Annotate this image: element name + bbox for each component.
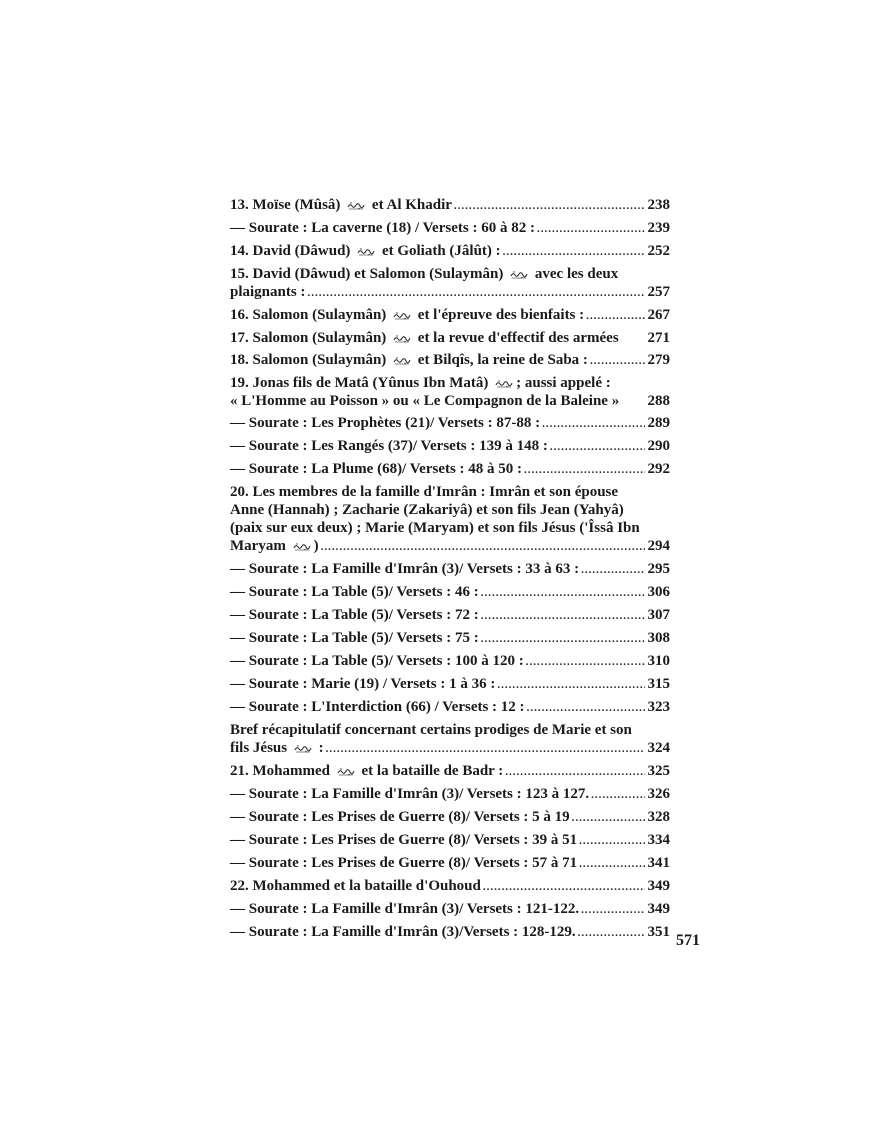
toc-entry-text: et la bataille de Badr : — [357, 763, 504, 779]
toc-page-number: 295 — [647, 561, 670, 577]
toc-chapter-entry[interactable] — [230, 762, 670, 781]
toc-entry-line — [230, 392, 670, 410]
dot-leader — [591, 786, 644, 804]
toc-entry-title — [230, 583, 479, 601]
toc-entry-title — [230, 652, 524, 670]
toc-chapter-entry[interactable] — [230, 329, 670, 347]
toc-entry-text: — Sourate : La Table (5)/ Versets : 46 : — [230, 584, 479, 600]
toc-entry-line — [230, 785, 670, 804]
toc-page-number: 325 — [647, 763, 670, 779]
toc-entry-text: — Sourate : La Famille d'Imrân (3)/Versets : 128-129. — [230, 924, 576, 940]
toc-entry-line — [230, 698, 670, 717]
toc-page-number: 307 — [647, 607, 670, 623]
toc-entry-text: 16. Salomon (Sulaymân) — [230, 307, 391, 323]
toc-entry-title — [230, 923, 576, 941]
toc-entry-text: ) — [313, 538, 319, 554]
dot-leader — [505, 763, 644, 781]
toc-entry-line — [230, 265, 670, 283]
honorific-glyph-icon — [294, 744, 312, 753]
toc-sourate-entry[interactable] — [230, 808, 670, 827]
honorific-glyph-icon — [393, 311, 411, 320]
dot-leader — [481, 607, 645, 625]
toc-chapter-entry[interactable] — [230, 351, 670, 370]
toc-sourate-entry[interactable] — [230, 219, 670, 238]
honorific-glyph-icon — [495, 379, 513, 388]
toc-entry-text: fils Jésus — [230, 740, 291, 756]
toc-entry-text: — Sourate : Les Prophètes (21)/ Versets : 87-88 : — [230, 415, 541, 431]
toc-page-number: 267 — [647, 307, 670, 323]
toc-entry-text: : — [314, 740, 324, 756]
toc-page-number: 341 — [647, 855, 670, 871]
toc-entry-text: — Sourate : L'Interdiction (66) / Versets : 12 : — [230, 699, 525, 715]
toc-sourate-entry[interactable] — [230, 652, 670, 671]
dot-leader — [483, 878, 645, 896]
toc-entry-line — [230, 900, 670, 919]
honorific-glyph-icon — [393, 356, 411, 365]
toc-entry-line — [230, 242, 670, 261]
toc-page-number: 252 — [647, 243, 670, 259]
toc-entry-title — [230, 196, 452, 214]
dot-leader — [321, 538, 645, 556]
toc-entry-line — [230, 583, 670, 602]
toc-entry-text: 18. Salomon (Sulaymân) — [230, 352, 391, 368]
dot-leader — [581, 901, 644, 919]
toc-sourate-entry[interactable] — [230, 437, 670, 456]
toc-entry-line — [230, 196, 670, 215]
toc-entry-line — [230, 219, 670, 238]
honorific-glyph-icon — [347, 201, 365, 210]
toc-entry-title — [230, 698, 525, 716]
toc-entry-line — [230, 537, 670, 556]
toc-page-number: 308 — [647, 630, 670, 646]
honorific-glyph-icon — [510, 270, 528, 279]
toc-entry-title — [230, 606, 479, 624]
toc-entry-text: 13. Moïse (Mûsâ) — [230, 197, 345, 213]
toc-sourate-entry[interactable] — [230, 854, 670, 873]
toc-entry-text: — Sourate : La caverne (18) / Versets : 60 à 82 : — [230, 220, 535, 236]
toc-entry-line — [230, 306, 670, 325]
toc-page-number: 351 — [647, 924, 670, 940]
toc-entry-text: et Bilqîs, la reine de Saba : — [414, 352, 588, 368]
toc-entry-text: et la revue d'effectif des armées — [414, 330, 619, 346]
toc-entry-title — [230, 283, 305, 301]
toc-entry-title — [230, 762, 503, 780]
toc-entry-text: — Sourate : La Plume (68)/ Versets : 48 à 50 : — [230, 461, 523, 477]
dot-leader — [527, 699, 645, 717]
toc-entry-text: — Sourate : La Famille d'Imrân (3)/ Versets : 33 à 63 : — [230, 561, 580, 577]
toc-chapter-entry[interactable] — [230, 721, 670, 758]
toc-page-number: 271 — [647, 330, 670, 346]
honorific-glyph-icon — [293, 542, 311, 551]
toc-entry-line — [230, 808, 670, 827]
toc-page-number: 238 — [647, 197, 670, 213]
table-of-contents — [230, 196, 670, 942]
toc-entry-title — [230, 629, 479, 647]
toc-entry-text: — Sourate : La Table (5)/ Versets : 75 : — [230, 630, 479, 646]
toc-entry-text: — Sourate : Les Prises de Guerre (8)/ Versets : 57 à 71 — [230, 855, 578, 871]
toc-entry-line — [230, 437, 670, 456]
dot-leader — [578, 924, 645, 942]
toc-entry-line — [230, 629, 670, 648]
dot-leader — [307, 284, 644, 302]
toc-entry-line — [230, 652, 670, 671]
toc-entry-title — [230, 900, 579, 918]
toc-entry-line — [230, 923, 670, 942]
toc-entry-title — [230, 877, 481, 895]
toc-page-number: 349 — [647, 901, 670, 917]
toc-page-number: 257 — [647, 284, 670, 300]
toc-entry-title — [230, 329, 619, 347]
toc-page-number: 310 — [647, 653, 670, 669]
toc-entry-text: — Sourate : La Table (5)/ Versets : 72 : — [230, 607, 479, 623]
dot-leader — [581, 561, 644, 579]
toc-entry-line — [230, 329, 670, 347]
toc-sourate-entry[interactable] — [230, 583, 670, 602]
toc-page-number: 289 — [647, 415, 670, 431]
toc-entry-line — [230, 414, 670, 433]
toc-entry-title — [230, 537, 319, 555]
toc-entry-line: Bref récapitulatif concernant certains prodiges de Marie et son — [230, 722, 632, 738]
toc-entry-line — [230, 283, 670, 302]
toc-chapter-entry[interactable] — [230, 265, 670, 302]
dot-leader — [526, 653, 645, 671]
toc-entry-title — [230, 414, 540, 432]
toc-entry-text: « L'Homme au Poisson » ou « Le Compagnon de la Baleine » — [230, 393, 620, 409]
toc-page-number: 292 — [647, 461, 670, 477]
dot-leader — [524, 461, 644, 479]
toc-sourate-entry[interactable] — [230, 785, 670, 804]
toc-sourate-entry[interactable] — [230, 675, 670, 694]
toc-entry-title — [230, 808, 570, 826]
toc-entry-line — [230, 374, 670, 392]
toc-chapter-entry[interactable] — [230, 306, 670, 325]
toc-entry-title — [230, 675, 495, 693]
toc-entry-text: 19. Jonas fils de Matâ (Yûnus Ibn Matâ) — [230, 375, 493, 391]
toc-entry-title — [230, 460, 522, 478]
toc-entry-text: 17. Salomon (Sulaymân) — [230, 330, 391, 346]
toc-entry-line: (paix sur eux deux) ; Marie (Maryam) et son fils Jésus ('Îssâ Ibn — [230, 520, 640, 536]
toc-page-number: 328 — [647, 809, 670, 825]
toc-entry-text: et Al Khadir — [368, 197, 452, 213]
toc-page-number: 279 — [647, 352, 670, 368]
toc-entry-line — [230, 854, 670, 873]
toc-sourate-entry[interactable] — [230, 460, 670, 479]
toc-chapter-entry[interactable] — [230, 483, 670, 556]
toc-entry-text: Maryam — [230, 538, 290, 554]
toc-entry-text: — Sourate : La Table (5)/ Versets : 100 à 120 : — [230, 653, 524, 669]
dot-leader — [586, 307, 644, 325]
toc-entry-title — [230, 306, 584, 324]
toc-entry-line — [230, 877, 670, 896]
dot-leader — [326, 740, 645, 758]
toc-entry-title — [230, 739, 324, 757]
dot-leader — [454, 197, 645, 215]
toc-entry-title — [230, 831, 577, 849]
dot-leader — [481, 630, 645, 648]
dot-leader — [497, 676, 644, 694]
toc-entry-line — [230, 675, 670, 694]
toc-entry-title — [230, 437, 548, 455]
toc-page-number: 349 — [647, 878, 670, 894]
toc-entry-title — [230, 242, 501, 260]
toc-sourate-entry[interactable] — [230, 629, 670, 648]
toc-entry-line — [230, 739, 670, 758]
toc-entry-text: — Sourate : La Famille d'Imrân (3)/ Versets : 121-122. — [230, 901, 580, 917]
toc-chapter-entry[interactable] — [230, 374, 670, 410]
dot-leader — [590, 352, 645, 370]
toc-sourate-entry[interactable] — [230, 606, 670, 625]
toc-entry-title — [230, 351, 588, 369]
toc-entry-text: — Sourate : La Famille d'Imrân (3)/ Versets : 123 à 127. — [230, 786, 590, 802]
dot-leader — [579, 832, 644, 850]
dot-leader — [579, 855, 644, 873]
page-number: 571 — [676, 932, 700, 949]
toc-chapter-entry[interactable] — [230, 877, 670, 896]
toc-entry-title — [230, 785, 589, 803]
toc-entry-title — [230, 854, 577, 872]
toc-entry-line: Anne (Hannah) ; Zacharie (Zakariyâ) et son fils Jean (Yahyâ) — [230, 502, 624, 518]
toc-sourate-entry[interactable] — [230, 414, 670, 433]
toc-page-number: 239 — [647, 220, 670, 236]
toc-entry-text: 14. David (Dâwud) — [230, 243, 355, 259]
toc-sourate-entry[interactable] — [230, 923, 670, 942]
toc-entry-text: ; aussi appelé : — [516, 375, 611, 391]
honorific-glyph-icon — [357, 247, 375, 256]
toc-entry-text: — Sourate : Les Prises de Guerre (8)/ Versets : 5 à 19 — [230, 809, 570, 825]
toc-entry-text: 15. David (Dâwud) et Salomon (Sulaymân) — [230, 266, 508, 282]
toc-sourate-entry[interactable] — [230, 831, 670, 850]
toc-page-number: 294 — [647, 538, 670, 554]
dot-leader — [542, 415, 644, 433]
toc-page-number: 315 — [647, 676, 670, 692]
toc-page-number: 288 — [647, 393, 670, 409]
toc-entry-text: 22. Mohammed et la bataille d'Ouhoud — [230, 878, 481, 894]
toc-sourate-entry[interactable] — [230, 900, 670, 919]
toc-entry-title — [230, 219, 535, 237]
honorific-glyph-icon — [393, 334, 411, 343]
toc-sourate-entry[interactable] — [230, 698, 670, 717]
toc-chapter-entry[interactable] — [230, 196, 670, 215]
honorific-glyph-icon — [337, 767, 355, 776]
toc-entry-line: 20. Les membres de la famille d'Imrân : Imrân et son épouse — [230, 484, 619, 500]
toc-page-number: 324 — [647, 740, 670, 756]
toc-page-number: 334 — [647, 832, 670, 848]
toc-page-number: 306 — [647, 584, 670, 600]
toc-entry-line — [230, 831, 670, 850]
toc-entry-text: — Sourate : Les Prises de Guerre (8)/ Versets : 39 à 51 — [230, 832, 578, 848]
dot-leader — [550, 438, 645, 456]
toc-entry-line — [230, 460, 670, 479]
toc-entry-line — [230, 560, 670, 579]
toc-entry-text: — Sourate : Marie (19) / Versets : 1 à 36 : — [230, 676, 496, 692]
toc-entry-text: plaignants : — [230, 284, 306, 300]
dot-leader — [572, 809, 645, 827]
toc-entry-title — [230, 392, 619, 410]
toc-entry-title — [230, 560, 579, 578]
dot-leader — [481, 584, 645, 602]
toc-page-number: 290 — [647, 438, 670, 454]
toc-entry-line — [230, 351, 670, 370]
toc-page-number: 326 — [647, 786, 670, 802]
toc-entry-line — [230, 762, 670, 781]
toc-chapter-entry[interactable] — [230, 242, 670, 261]
toc-entry-text: avec les deux — [531, 266, 619, 282]
toc-page-number: 323 — [647, 699, 670, 715]
dot-leader — [537, 220, 645, 238]
toc-entry-text: et Goliath (Jâlût) : — [378, 243, 501, 259]
toc-entry-text: et l'épreuve des bienfaits : — [414, 307, 585, 323]
dot-leader — [503, 243, 645, 261]
toc-entry-text: — Sourate : Les Rangés (37)/ Versets : 139 à 148 : — [230, 438, 548, 454]
toc-entry-text: 21. Mohammed — [230, 763, 334, 779]
toc-entry-line — [230, 606, 670, 625]
toc-sourate-entry[interactable] — [230, 560, 670, 579]
